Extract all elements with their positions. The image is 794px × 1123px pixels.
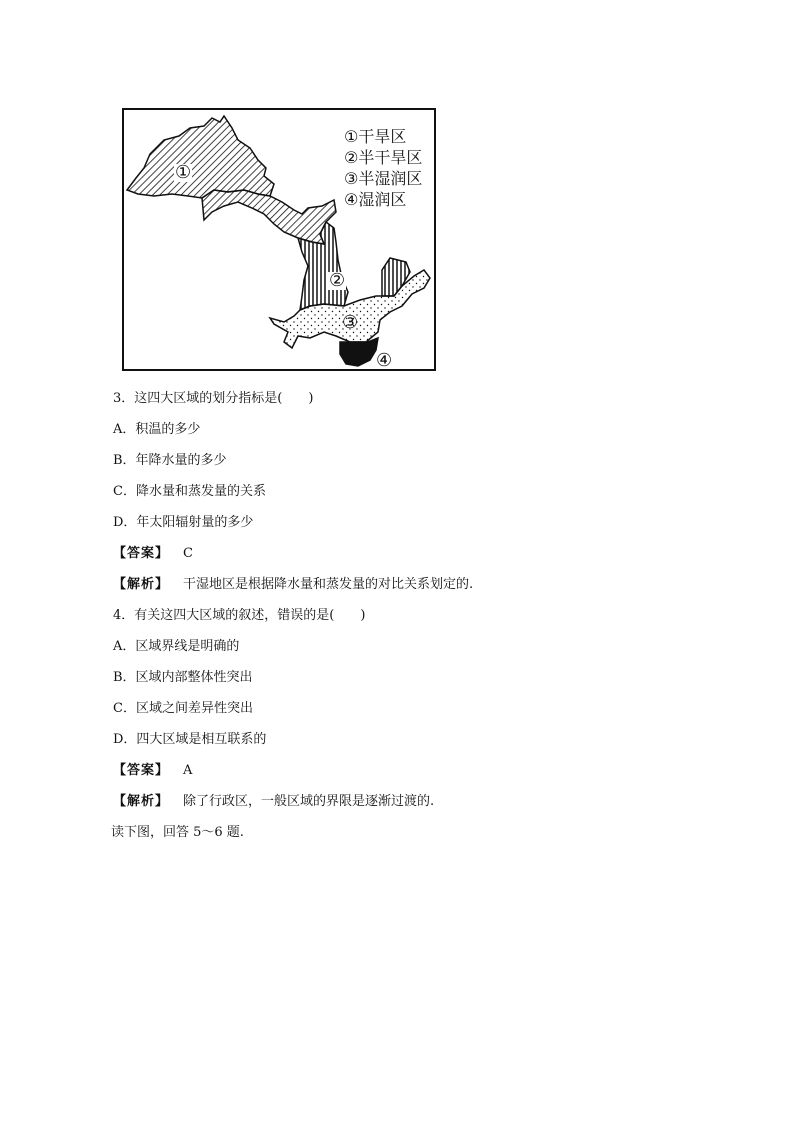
region-label-2: ② bbox=[329, 270, 346, 291]
answer-value: A bbox=[183, 763, 193, 778]
legend-item-semi-humid: ③半湿润区 bbox=[344, 169, 423, 188]
question-4-answer bbox=[113, 762, 713, 793]
question-3-option-a: A．积温的多少 bbox=[113, 422, 201, 437]
question-4-option-c: C．区域之间差异性突出 bbox=[113, 701, 253, 716]
analysis-text: 除了行政区，一般区域的界限是逐渐过渡的. bbox=[183, 794, 435, 809]
analysis-label: 【解析】 bbox=[113, 794, 170, 809]
humid-region bbox=[340, 338, 378, 366]
analysis-label: 【解析】 bbox=[113, 577, 170, 592]
question-4-option-d: D．四大区域是相互联系的 bbox=[113, 732, 267, 747]
question-3-option-d: D．年太阳辐射量的多少 bbox=[113, 515, 254, 530]
question-4-analysis bbox=[113, 793, 713, 824]
question-4-option-a: A．区域界线是明确的 bbox=[113, 639, 240, 654]
question-3-option-c: C．降水量和蒸发量的关系 bbox=[113, 484, 266, 499]
region-label-4: ④ bbox=[376, 350, 393, 371]
map-legend bbox=[344, 126, 422, 210]
answer-label: 【答案】 bbox=[113, 546, 170, 561]
question-content bbox=[113, 390, 713, 855]
question-4-option-b: B．区域内部整体性突出 bbox=[113, 670, 253, 685]
question-3-option-b: B．年降水量的多少 bbox=[113, 453, 227, 468]
arid-region bbox=[127, 116, 274, 198]
analysis-text: 干湿地区是根据降水量和蒸发量的对比关系划定的. bbox=[183, 577, 474, 592]
semi-humid-region bbox=[270, 270, 430, 348]
answer-value: C bbox=[183, 546, 193, 561]
legend-item-arid: ①干旱区 bbox=[344, 127, 407, 146]
question-3-stem: 3．这四大区域的划分指标是( ) bbox=[113, 391, 314, 406]
region-label-1: ① bbox=[175, 162, 192, 183]
question-3-analysis bbox=[113, 576, 713, 607]
legend-item-semi-arid: ②半干旱区 bbox=[344, 148, 423, 167]
question-4-stem: 4．有关这四大区域的叙述，错误的是( ) bbox=[113, 608, 366, 623]
region-map bbox=[122, 108, 436, 371]
answer-label: 【答案】 bbox=[113, 763, 170, 778]
region-label-3: ③ bbox=[342, 312, 359, 333]
next-question-prompt: 读下图，回答 5～6 题. bbox=[111, 825, 244, 840]
arid-transition-band bbox=[202, 190, 336, 244]
question-3-answer bbox=[113, 545, 713, 576]
legend-item-humid: ④湿润区 bbox=[344, 190, 407, 209]
